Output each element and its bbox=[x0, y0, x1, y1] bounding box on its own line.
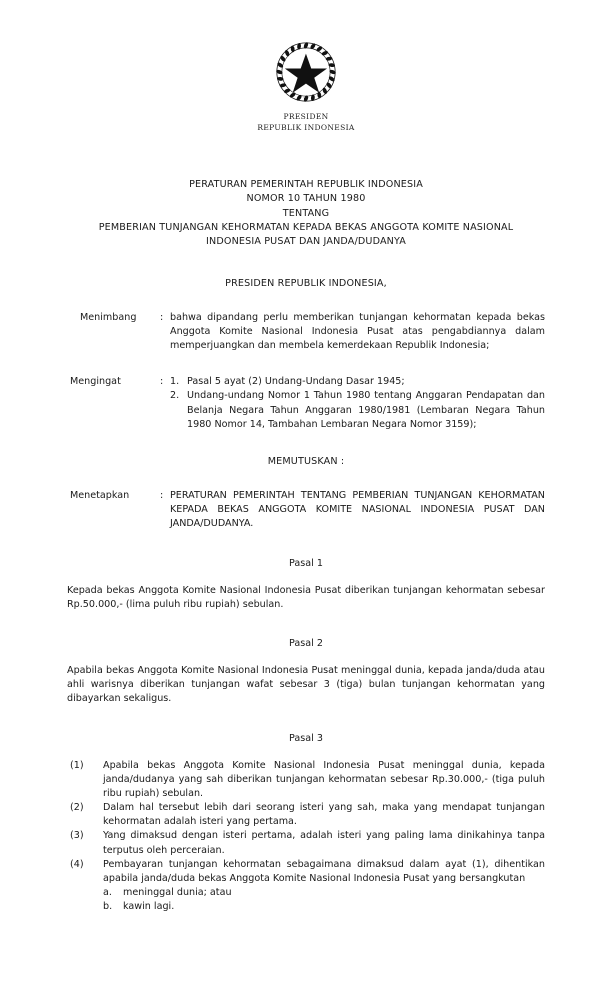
pasal-1-body: Kepada bekas Anggota Komite Nasional Indonesia Pusat diberikan tunjangan kehormatan sebesar Rp.50.000,- (lima puluh ribu rupiah) sebulan. bbox=[67, 584, 545, 610]
list-item bbox=[170, 389, 545, 432]
mengingat-item-text: Pasal 5 ayat (2) Undang-Undang Dasar 1945; bbox=[187, 376, 405, 388]
mengingat-item-number: 2. bbox=[170, 390, 180, 402]
menimbang-colon: : bbox=[160, 311, 164, 323]
menimbang-text: bahwa dipandang perlu memberikan tunjangan kehormatan kepada bekas Anggota Komite Nasional Indonesia Pusat atas pengabdiannya dalam memperjuangkan dan membela kemerdekaan Republik Indonesia; bbox=[170, 311, 545, 352]
document-title bbox=[67, 178, 545, 250]
ayat-text: Apabila bekas Anggota Komite Nasional Indonesia Pusat meninggal dunia, kepada janda/dudanya yang sah diberikan tunjangan kehormatan sebesar Rp.30.000,- (tiga puluh ribu rupiah) sebulan. bbox=[103, 759, 545, 799]
pasal-2-heading: Pasal 2 bbox=[289, 637, 323, 649]
list-item bbox=[67, 858, 545, 915]
ayat-number: (2) bbox=[70, 802, 84, 814]
title-line-2: NOMOR 10 TAHUN 1980 bbox=[246, 193, 366, 205]
subitem-marker: a. bbox=[103, 887, 112, 899]
title-line-5: INDONESIA PUSAT DAN JANDA/DUDANYA bbox=[206, 236, 406, 248]
menetapkan-colon: : bbox=[160, 490, 164, 502]
list-item bbox=[170, 375, 545, 389]
list-item bbox=[103, 900, 545, 914]
pasal-3-heading: Pasal 3 bbox=[289, 732, 323, 744]
issuing-authority: PRESIDEN REPUBLIK INDONESIA, bbox=[225, 277, 387, 289]
mengingat-clause bbox=[67, 375, 545, 432]
ayat-number: (3) bbox=[70, 830, 84, 842]
emblem-block bbox=[67, 0, 545, 134]
ayat-body bbox=[103, 858, 545, 915]
list-item bbox=[67, 829, 545, 857]
pasal-3-list bbox=[67, 759, 545, 915]
garuda-star-wreath-emblem bbox=[270, 36, 342, 108]
mengingat-item-number: 1. bbox=[170, 376, 180, 388]
ayat-text: Dalam hal tersebut lebih dari seorang isteri yang sah, maka yang mendapat tunjangan kehormatan adalah isteri yang pertama. bbox=[103, 802, 545, 828]
emblem-caption bbox=[67, 112, 545, 134]
menetapkan-label: Menetapkan bbox=[70, 490, 130, 502]
subitem-text: kawin lagi. bbox=[123, 901, 175, 913]
mengingat-colon: : bbox=[160, 376, 164, 388]
list-item bbox=[103, 886, 545, 900]
emblem-caption-line-1: PRESIDEN bbox=[283, 112, 329, 121]
ayat-text: Yang dimaksud dengan isteri pertama, adalah isteri yang paling lama dinikahinya tanpa terputus oleh perceraian. bbox=[103, 830, 545, 856]
mengingat-label: Mengingat bbox=[70, 376, 121, 388]
menimbang-label: Menimbang bbox=[80, 311, 137, 323]
ayat-number: (1) bbox=[70, 759, 84, 771]
emblem-caption-line-2: REPUBLIK INDONESIA bbox=[257, 122, 355, 132]
list-item bbox=[67, 801, 545, 829]
mengingat-item-text: Undang-undang Nomor 1 Tahun 1980 tentang Anggaran Pendapatan dan Belanja Negara Tahun Anggaran 1980/1981 (Lembaran Negara Tahun 1980 Nomor 14, Tambahan Lembaran Negara Nomor 3159); bbox=[187, 390, 545, 430]
list-item bbox=[67, 759, 545, 802]
mengingat-body bbox=[170, 375, 545, 432]
mengingat-list bbox=[170, 375, 545, 432]
pasal-2-body: Apabila bekas Anggota Komite Nasional Indonesia Pusat meninggal dunia, kepada janda/duda atau ahli warisnya diberikan tunjangan wafat sebesar 3 (tiga) bulan tunjangan kehormatan yang dibayarkan sekaligus. bbox=[67, 664, 545, 705]
title-line-1: PERATURAN PEMERINTAH REPUBLIK INDONESIA bbox=[189, 178, 423, 190]
subitem-text: meninggal dunia; atau bbox=[123, 887, 232, 899]
title-line-3: TENTANG bbox=[282, 207, 330, 219]
memutuskan-heading: MEMUTUSKAN : bbox=[267, 456, 345, 468]
ayat-number: (4) bbox=[70, 858, 84, 870]
title-line-4: PEMBERIAN TUNJANGAN KEHORMATAN KEPADA BEKAS ANGGOTA KOMITE NASIONAL bbox=[98, 221, 514, 233]
ayat-4-sublist bbox=[103, 886, 545, 914]
menimbang-clause bbox=[67, 311, 545, 354]
ayat-text: Pembayaran tunjangan kehormatan sebagaimana dimaksud dalam ayat (1), dihentikan apabila janda/duda bekas Anggota Komite Nasional Indonesia Pusat yang bersangkutan bbox=[103, 858, 545, 885]
pasal-1-heading: Pasal 1 bbox=[289, 557, 323, 569]
menetapkan-text: PERATURAN PEMERINTAH TENTANG PEMBERIAN TUNJANGAN KEHORMATAN KEPADA BEKAS ANGGOTA KOMITE NASIONAL INDONESIA PUSAT DAN JANDA/DUDANYA. bbox=[170, 490, 545, 530]
subitem-marker: b. bbox=[103, 901, 113, 913]
menetapkan-clause bbox=[67, 489, 545, 532]
